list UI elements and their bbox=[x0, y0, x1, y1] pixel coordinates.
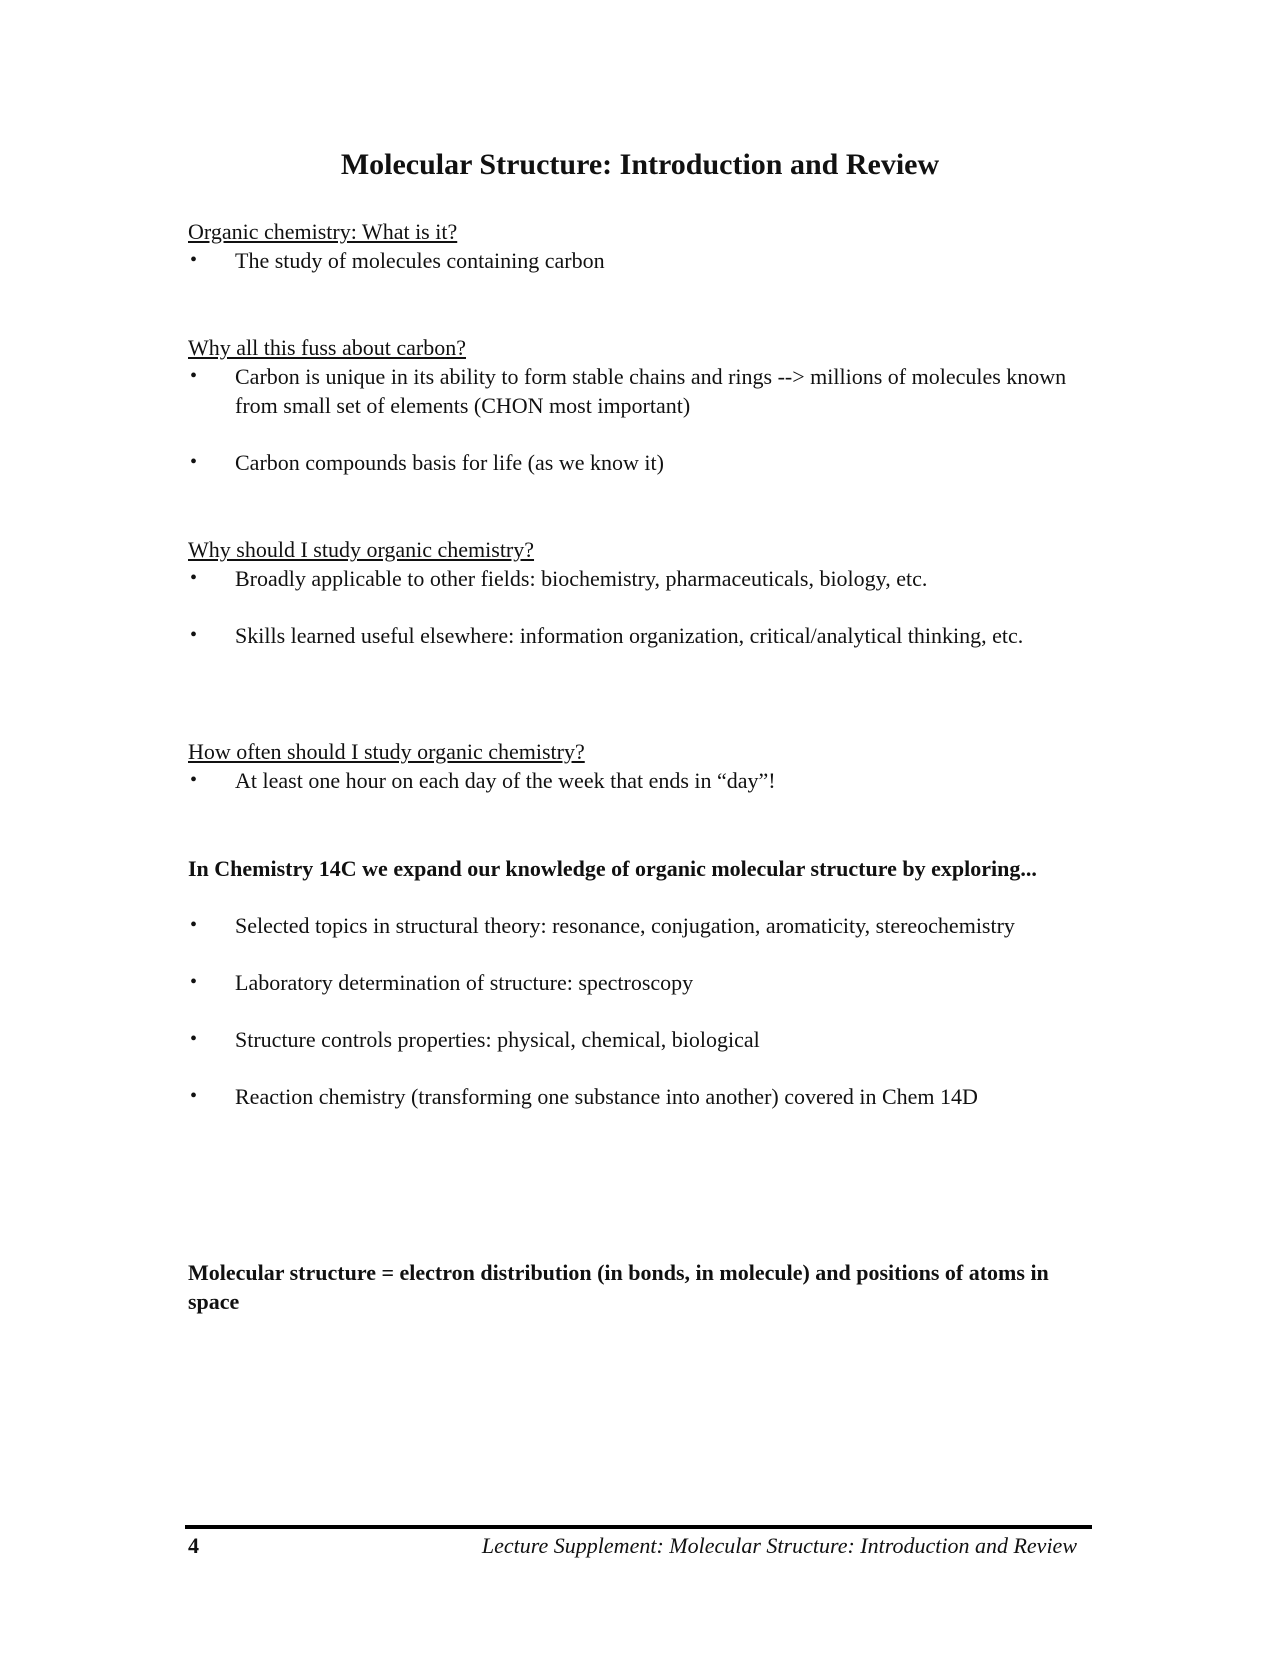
section-heading: Organic chemistry: What is it? bbox=[188, 219, 458, 244]
section-heading: Why all this fuss about carbon? bbox=[188, 335, 466, 360]
list-item-text: Selected topics in structural theory: resonance, conjugation, aromaticity, stereochemistry bbox=[235, 913, 1015, 938]
section-definition bbox=[188, 1258, 1088, 1316]
section-chem-14c bbox=[188, 854, 1088, 1111]
list-item-text: Carbon is unique in its ability to form stable chains and rings --> millions of molecules known from small set of elements (CHON most important) bbox=[235, 364, 1067, 418]
bullet-list bbox=[188, 246, 1088, 275]
list-item bbox=[188, 362, 1088, 420]
list-item bbox=[188, 564, 1088, 593]
section-how-often bbox=[188, 738, 1088, 795]
page-title: Molecular Structure: Introduction and Review bbox=[340, 148, 940, 181]
bullet-icon: • bbox=[190, 624, 198, 646]
list-item-text: Carbon compounds basis for life (as we know it) bbox=[235, 450, 664, 475]
section-what-is-organic-chemistry bbox=[188, 218, 1088, 275]
molecular-structure-definition: Molecular structure = electron distribution (in bonds, in molecule) and positions of atoms in space bbox=[188, 1260, 1049, 1314]
footer-divider bbox=[185, 1525, 1092, 1529]
bullet-icon: • bbox=[190, 1028, 198, 1050]
list-item-text: The study of molecules containing carbon bbox=[235, 248, 605, 273]
list-item-text: Skills learned useful elsewhere: information organization, critical/analytical thinking, etc. bbox=[235, 623, 1024, 648]
list-item-text: Reaction chemistry (transforming one substance into another) covered in Chem 14D bbox=[235, 1084, 978, 1109]
list-item bbox=[188, 1082, 1088, 1111]
bullet-list bbox=[188, 911, 1088, 1111]
chem-14c-intro: In Chemistry 14C we expand our knowledge of organic molecular structure by exploring... bbox=[188, 856, 1037, 881]
list-item bbox=[188, 1025, 1088, 1054]
list-item bbox=[188, 621, 1088, 650]
list-item-text: Structure controls properties: physical, chemical, biological bbox=[235, 1027, 760, 1052]
bullet-icon: • bbox=[190, 249, 198, 271]
section-why-carbon bbox=[188, 334, 1088, 477]
section-heading: How often should I study organic chemistry? bbox=[188, 739, 585, 764]
list-item-text: Broadly applicable to other fields: biochemistry, pharmaceuticals, biology, etc. bbox=[235, 566, 928, 591]
bullet-icon: • bbox=[190, 914, 198, 936]
bullet-icon: • bbox=[190, 365, 198, 387]
section-heading: Why should I study organic chemistry? bbox=[188, 537, 535, 562]
list-item-text: At least one hour on each day of the week that ends in “day”! bbox=[235, 768, 776, 793]
footer-caption: Lecture Supplement: Molecular Structure: Introduction and Review bbox=[481, 1533, 1077, 1558]
list-item-text: Laboratory determination of structure: spectroscopy bbox=[235, 970, 694, 995]
bullet-icon: • bbox=[190, 1085, 198, 1107]
bullet-icon: • bbox=[190, 971, 198, 993]
bullet-icon: • bbox=[190, 451, 198, 473]
list-item bbox=[188, 448, 1088, 477]
bullet-list bbox=[188, 362, 1088, 477]
bullet-icon: • bbox=[190, 769, 198, 791]
bullet-icon: • bbox=[190, 567, 198, 589]
list-item bbox=[188, 246, 1088, 275]
bullet-list bbox=[188, 766, 1088, 795]
list-item bbox=[188, 968, 1088, 997]
page-number: 4 bbox=[188, 1533, 199, 1558]
list-item bbox=[188, 766, 1088, 795]
bullet-list bbox=[188, 564, 1088, 650]
list-item bbox=[188, 911, 1088, 940]
section-why-study bbox=[188, 536, 1088, 650]
